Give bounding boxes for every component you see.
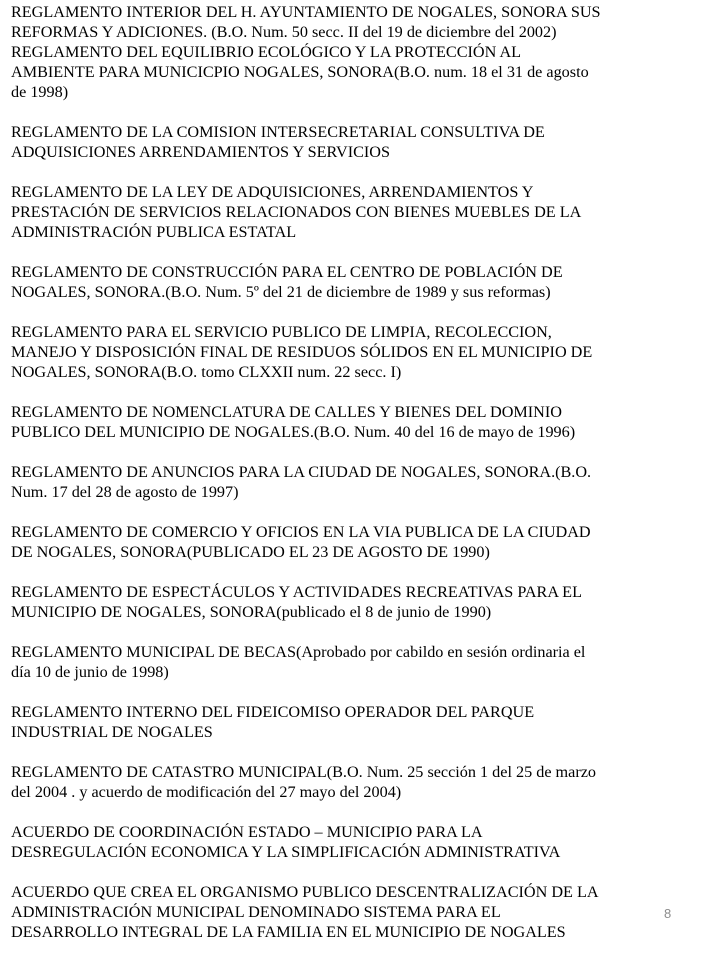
- entry-reglamento-servicio-limpia: REGLAMENTO PARA EL SERVICIO PUBLICO DE LIMPIA, RECOLECCION, MANEJO Y DISPOSICIÓN FINAL DE RESIDUOS SÓLIDOS EN EL MUNICIPIO DE NOGALES, SONORA(B.O. tomo CLXXII num. 22 secc. I): [11, 323, 593, 381]
- entry-reglamento-ley-adquisiciones: REGLAMENTO DE LA LEY DE ADQUISICIONES, ARRENDAMIENTOS Y PRESTACIÓN DE SERVICIOS RELACIONADOS CON BIENES MUEBLES DE LA ADMINISTRACIÓN PUBLICA ESTATAL: [11, 183, 582, 241]
- entry-reglamento-interior: REGLAMENTO INTERIOR DEL H. AYUNTAMIENTO DE NOGALES, SONORA SUS REFORMAS Y ADICIONES. (B.O. Num. 50 secc. II del 19 de diciembre del 2002): [11, 3, 601, 41]
- entry-acuerdo-organismo-publico: ACUERDO QUE CREA EL ORGANISMO PUBLICO DESCENTRALIZACIÓN DE LA ADMINISTRACIÓN MUNICIPAL DENOMINADO SISTEMA PARA EL DESARROLLO INTEGRAL DE LA FAMILIA EN EL MUNICIPIO DE NOGALES: [11, 883, 599, 941]
- entry-acuerdo-coordinacion: ACUERDO DE COORDINACIÓN ESTADO – MUNICIPIO PARA LA DESREGULACIÓN ECONOMICA Y LA SIMPLIFICACIÓN ADMINISTRATIVA: [11, 823, 561, 861]
- entry-reglamento-espectaculos: REGLAMENTO DE ESPECTÁCULOS Y ACTIVIDADES RECREATIVAS PARA EL MUNICIPIO DE NOGALES, SONORA(publicado el 8 de junio de 1990): [11, 583, 582, 621]
- entry-reglamento-anuncios: REGLAMENTO DE ANUNCIOS PARA LA CIUDAD DE NOGALES, SONORA.(B.O. Num. 17 del 28 de agosto de 1997): [11, 463, 592, 501]
- entry-reglamento-construccion: REGLAMENTO DE CONSTRUCCIÓN PARA EL CENTRO DE POBLACIÓN DE NOGALES, SONORA.(B.O. Num. 5º del 21 de diciembre de 1989 y sus reformas): [11, 263, 563, 301]
- entry-reglamento-fideicomiso: REGLAMENTO INTERNO DEL FIDEICOMISO OPERADOR DEL PARQUE INDUSTRIAL DE NOGALES: [11, 703, 535, 741]
- document-content: [11, 2, 701, 962]
- entry-reglamento-nomenclatura: REGLAMENTO DE NOMENCLATURA DE CALLES Y BIENES DEL DOMINIO PUBLICO DEL MUNICIPIO DE NOGALES.(B.O. Num. 40 del 16 de mayo de 1996): [11, 403, 576, 441]
- page-number: 8: [664, 906, 672, 921]
- entry-reglamento-becas: REGLAMENTO MUNICIPAL DE BECAS(Aprobado por cabildo en sesión ordinaria el día 10 de junio de 1998): [11, 643, 586, 681]
- entry-reglamento-catastro: REGLAMENTO DE CATASTRO MUNICIPAL(B.O. Num. 25 sección 1 del 25 de marzo del 2004 . y acuerdo de modificación del 27 mayo del 2004): [11, 763, 596, 801]
- entry-reglamento-equilibrio-ecologico: REGLAMENTO DEL EQUILIBRIO ECOLÓGICO Y LA PROTECCIÓN AL AMBIENTE PARA MUNICICPIO NOGALES, SONORA(B.O. num. 18 el 31 de agosto de 1998): [11, 43, 589, 101]
- entry-reglamento-comision-intersecretarial: REGLAMENTO DE LA COMISION INTERSECRETARIAL CONSULTIVA DE ADQUISICIONES ARRENDAMIENTOS Y SERVICIOS: [11, 123, 545, 161]
- entry-reglamento-comercio-oficios: REGLAMENTO DE COMERCIO Y OFICIOS EN LA VIA PUBLICA DE LA CIUDAD DE NOGALES, SONORA(PUBLICADO EL 23 DE AGOSTO DE 1990): [11, 523, 591, 561]
